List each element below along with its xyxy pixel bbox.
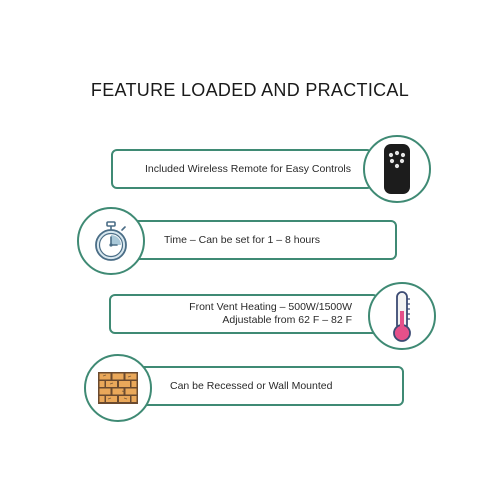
feature-mounting-text: Can be Recessed or Wall Mounted — [170, 379, 333, 392]
feature-heating-text — [189, 301, 352, 327]
thermometer-icon — [368, 282, 436, 350]
feature-remote-text: Included Wireless Remote for Easy Controls — [145, 162, 351, 175]
feature-heating-line2: Adjustable from 62 F – 82 F — [222, 314, 352, 326]
page-title: FEATURE LOADED AND PRACTICAL — [90, 80, 410, 100]
brick-wall-icon — [84, 354, 152, 422]
feature-remote-card — [111, 149, 373, 189]
remote-control-icon — [363, 135, 431, 203]
feature-timer-card — [125, 220, 397, 260]
feature-heating-card — [109, 294, 379, 334]
feature-timer-text: Time – Can be set for 1 – 8 hours — [164, 233, 321, 246]
feature-mounting-card — [130, 366, 404, 406]
stopwatch-icon — [77, 207, 145, 275]
feature-heating-line1: Front Vent Heating – 500W/1500W — [189, 301, 352, 313]
